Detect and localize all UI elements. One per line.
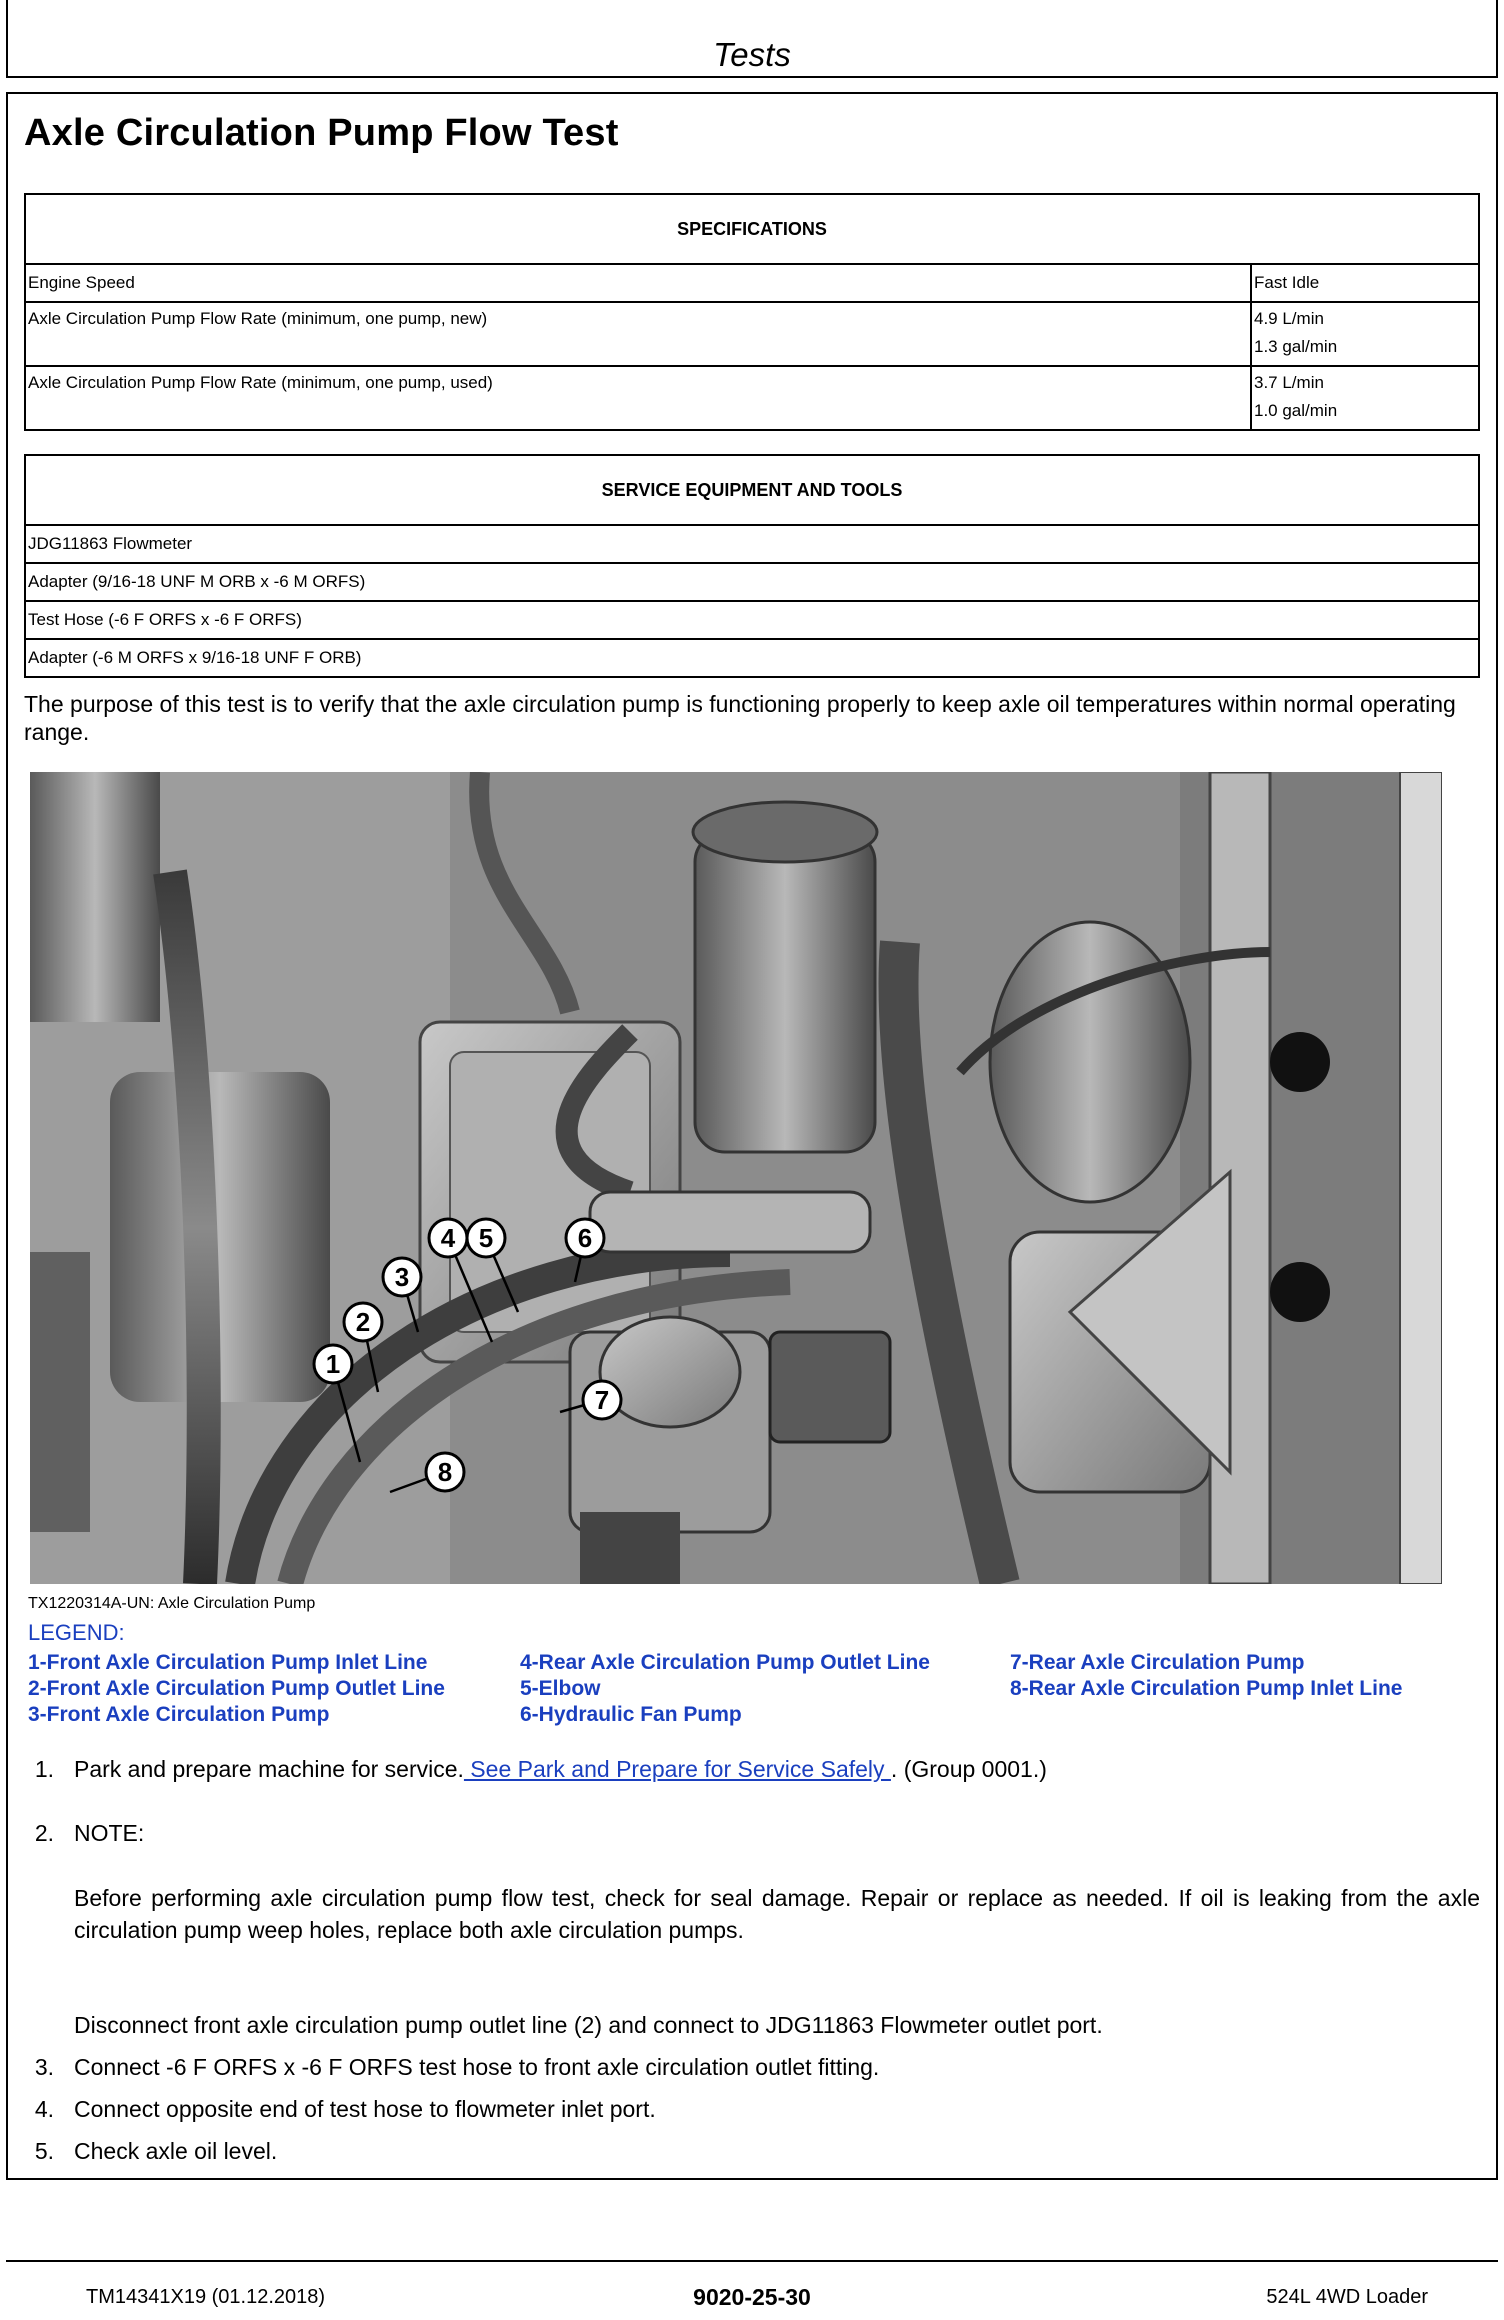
- callout-4: [429, 1219, 467, 1257]
- svg-text:2: 2: [355, 1307, 371, 1337]
- legend-item: 1-Front Axle Circulation Pump Inlet Line: [28, 1651, 428, 1674]
- tool-item: Adapter (-6 M ORFS x 9/16-18 UNF F ORB): [25, 639, 1479, 677]
- header-box: [6, 0, 1498, 78]
- park-and-prepare-link[interactable]: See Park and Prepare for Service Safely: [463, 1756, 891, 1782]
- page-title: Axle Circulation Pump Flow Test: [24, 112, 619, 154]
- callout-7: [583, 1381, 621, 1419]
- specifications-table: [24, 193, 1480, 431]
- legend-item: 2-Front Axle Circulation Pump Outlet Line: [28, 1677, 445, 1700]
- table-row: [25, 264, 1479, 302]
- footer-divider: [6, 2260, 1498, 2262]
- step-number: 1.: [34, 1756, 54, 1782]
- section-header: Tests: [713, 36, 791, 73]
- spec-label: Axle Circulation Pump Flow Rate (minimum, one pump, used): [28, 373, 493, 392]
- table-row: [25, 302, 1479, 366]
- figure-caption: TX1220314A-UN: Axle Circulation Pump: [28, 1595, 316, 1612]
- tool-item: JDG11863 Flowmeter: [25, 525, 1479, 563]
- step-text-tail: . (Group 0001.): [890, 1756, 1047, 1782]
- spec-value-metric: 3.7 L/min: [1254, 373, 1324, 392]
- callout-5: [467, 1219, 505, 1257]
- legend-item: 8-Rear Axle Circulation Pump Inlet Line: [1010, 1677, 1403, 1700]
- table-row: [25, 366, 1479, 430]
- callout-6: [566, 1219, 604, 1257]
- spec-value-imperial: 1.3 gal/min: [1254, 337, 1338, 356]
- legend-item: 7-Rear Axle Circulation Pump: [1010, 1651, 1305, 1674]
- purpose-paragraph: The purpose of this test is to verify that the axle circulation pump is functioning properly to keep axle oil temperatures within normal operating range.: [24, 691, 1456, 745]
- spec-value-metric: 4.9 L/min: [1254, 309, 1324, 328]
- specifications-heading: SPECIFICATIONS: [25, 194, 1479, 264]
- legend-item: 6-Hydraulic Fan Pump: [520, 1703, 742, 1726]
- tool-item: Test Hose (-6 F ORFS x -6 F ORFS): [25, 601, 1479, 639]
- step-number: 2.: [34, 1820, 54, 1846]
- note-label: NOTE:: [74, 1820, 145, 1846]
- svg-text:1: 1: [325, 1349, 341, 1379]
- svg-text:7: 7: [594, 1385, 610, 1415]
- spec-value-imperial: 1.0 gal/min: [1254, 401, 1338, 420]
- legend-column-3: [1010, 1650, 1402, 1702]
- step-number: 3.: [34, 2054, 54, 2080]
- step-text: Park and prepare machine for service.: [74, 1756, 464, 1782]
- engine-drawing: [30, 772, 1442, 1584]
- step-number: 4.: [34, 2096, 54, 2122]
- footer-page-number: 9020-25-30: [693, 2284, 811, 2310]
- svg-text:6: 6: [577, 1223, 593, 1253]
- legend-column-2: [520, 1650, 930, 1728]
- callout-1: [314, 1345, 352, 1383]
- step-text: Check axle oil level.: [74, 2138, 278, 2164]
- callout-8: [426, 1453, 464, 1491]
- spec-label: Axle Circulation Pump Flow Rate (minimum, one pump, new): [28, 309, 488, 328]
- svg-text:3: 3: [394, 1262, 410, 1292]
- engine-illustration: [30, 772, 1442, 1584]
- svg-text:5: 5: [478, 1223, 494, 1253]
- svg-text:4: 4: [440, 1223, 456, 1253]
- spec-value: Fast Idle: [1251, 264, 1479, 302]
- step-number: 5.: [34, 2138, 54, 2164]
- tools-table: [24, 454, 1480, 678]
- note-paragraph: Before performing axle circulation pump flow test, check for seal damage. Repair or replace as needed. If oil is leaking from the axle circulation pump weep holes, replace both axle circulation pumps.: [74, 1885, 1480, 1943]
- legend-item: 5-Elbow: [520, 1677, 601, 1700]
- legend-column-1: [28, 1650, 445, 1728]
- callout-3: [383, 1258, 421, 1296]
- step-text: Connect -6 F ORFS x -6 F ORFS test hose to front axle circulation outlet fitting.: [74, 2054, 880, 2080]
- svg-text:8: 8: [437, 1457, 453, 1487]
- footer-machine-model: 524L 4WD Loader: [1266, 2286, 1428, 2308]
- legend-item: 4-Rear Axle Circulation Pump Outlet Line: [520, 1651, 930, 1674]
- spec-label: Engine Speed: [25, 264, 1251, 302]
- legend-item: 3-Front Axle Circulation Pump: [28, 1703, 330, 1726]
- step-text: Connect opposite end of test hose to flowmeter inlet port.: [74, 2096, 656, 2122]
- callout-2: [344, 1303, 382, 1341]
- tool-item: Adapter (9/16-18 UNF M ORB x -6 M ORFS): [25, 563, 1479, 601]
- footer-manual-id: TM14341X19 (01.12.2018): [86, 2286, 326, 2308]
- tools-heading: SERVICE EQUIPMENT AND TOOLS: [25, 455, 1479, 525]
- legend-heading: LEGEND:: [28, 1620, 125, 1645]
